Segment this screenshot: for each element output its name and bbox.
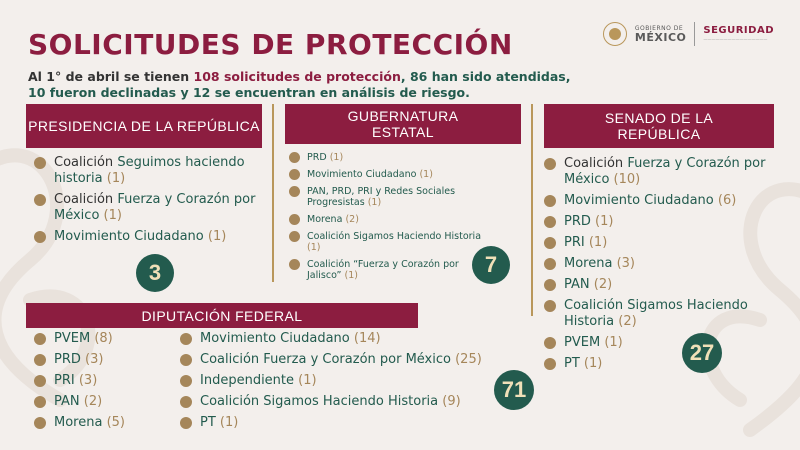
logo-seguridad-line: ———————————————— <box>703 37 768 42</box>
bullet-icon <box>180 354 192 366</box>
bullet-icon <box>544 216 556 228</box>
bullet-icon <box>34 231 46 243</box>
bullet-icon <box>544 258 556 270</box>
item-count: (25) <box>455 352 482 367</box>
item-count: (1) <box>106 171 126 186</box>
page-title: SOLICITUDES DE PROTECCIÓN <box>28 28 513 61</box>
gobierno-de-mexico-logo <box>635 26 686 43</box>
bullet-icon <box>34 333 46 345</box>
item-count: (5) <box>106 415 125 430</box>
senado-list <box>540 156 790 377</box>
item-prefix: Coalición <box>54 155 118 170</box>
bullet-icon <box>544 195 556 207</box>
intro-part-1: Al 1° de abril se tienen <box>28 69 194 84</box>
list-item <box>540 214 790 230</box>
list-item <box>285 231 485 253</box>
bullet-icon <box>34 396 46 408</box>
item-prefix: Coalición <box>564 156 628 171</box>
item-name: PAN <box>54 394 80 409</box>
presidencia-heading: PRESIDENCIA DE LA REPÚBLICA <box>26 104 262 148</box>
item-name: Independiente <box>200 373 295 388</box>
logo-gob-big: MÉXICO <box>634 30 687 44</box>
item-name: PVEM <box>564 335 601 350</box>
item-count: (1) <box>344 270 358 281</box>
list-item <box>285 152 485 163</box>
bullet-icon <box>180 375 192 387</box>
item-count: (6) <box>717 193 737 208</box>
presidencia-total-badge: 3 <box>136 254 174 292</box>
list-item <box>285 214 485 225</box>
list-item <box>176 331 496 347</box>
bullet-icon <box>544 158 556 170</box>
list-item <box>30 192 270 224</box>
item-count: (1) <box>329 152 344 163</box>
divider-line-1 <box>272 104 274 282</box>
list-item <box>540 356 790 372</box>
gubernatura-list <box>285 152 485 287</box>
bullet-icon <box>544 279 556 291</box>
bullet-icon <box>34 354 46 366</box>
list-item <box>30 155 270 187</box>
item-name: Movimiento Ciudadano <box>200 331 350 346</box>
item-name: Coalición Sigamos Haciendo Historia <box>564 298 748 329</box>
item-name: PVEM <box>54 331 91 346</box>
list-item <box>30 394 175 410</box>
item-name: Fuerza y Corazón por México <box>564 156 766 187</box>
list-item <box>540 298 790 330</box>
item-count: (2) <box>593 277 613 292</box>
item-count: (1) <box>583 356 603 371</box>
item-count: (1) <box>307 242 321 253</box>
diputacion-total-badge: 71 <box>494 370 534 410</box>
item-name: PAN <box>564 277 590 292</box>
presidencia-list <box>30 155 270 250</box>
senado-total-badge: 27 <box>682 333 722 373</box>
list-item <box>176 352 496 368</box>
item-name: Coalición Fuerza y Corazón por México <box>200 352 451 367</box>
seguridad-logo <box>703 26 774 42</box>
item-count: (9) <box>442 394 461 409</box>
item-count: (10) <box>613 172 641 187</box>
bullet-icon <box>544 300 556 312</box>
list-item <box>30 415 175 431</box>
list-item <box>540 156 790 188</box>
item-name: Morena <box>307 214 343 225</box>
item-name: Coalición “Fuerza y Corazón por Jalisco” <box>307 259 459 281</box>
item-name: PT <box>200 415 216 430</box>
item-name: Morena <box>564 256 613 271</box>
logo-divider <box>694 22 695 46</box>
item-count: (2) <box>83 394 103 409</box>
bullet-icon <box>34 417 46 429</box>
diputacion-list-col2 <box>176 331 496 436</box>
list-item <box>176 373 496 389</box>
diputacion-list-col1 <box>30 331 175 436</box>
item-count: (2) <box>618 314 637 329</box>
item-name: Morena <box>54 415 103 430</box>
diputacion-heading: DIPUTACIÓN FEDERAL <box>26 303 418 328</box>
list-item <box>30 229 270 245</box>
bullet-icon <box>544 337 556 349</box>
item-name: Coalición Sigamos Haciendo Historia <box>200 394 439 409</box>
item-count: (1) <box>207 229 227 244</box>
item-count: (1) <box>298 373 317 388</box>
item-name: PRI <box>54 373 75 388</box>
item-name: Movimiento Ciudadano <box>307 169 417 180</box>
bullet-icon <box>34 194 46 206</box>
item-count: (1) <box>367 197 382 208</box>
header-logos <box>603 22 774 46</box>
bullet-icon <box>289 152 300 163</box>
list-item <box>285 186 485 208</box>
intro-highlight: 108 solicitudes de protección <box>193 69 401 84</box>
item-count: (1) <box>219 415 239 430</box>
bullet-icon <box>180 417 192 429</box>
logo-gob-small: GOBIERNO DE <box>634 24 684 32</box>
list-item <box>540 256 790 272</box>
item-name: Coalición Sigamos Haciendo Historia <box>307 231 482 242</box>
intro-part-3: , 86 han sido atendidas, 10 fueron declinadas y 12 se encuentran en análisis de riesgo. <box>28 69 571 100</box>
divider-line-2 <box>531 104 533 316</box>
bullet-icon <box>289 231 300 242</box>
bullet-icon <box>34 375 46 387</box>
logo-seguridad: SEGURIDAD <box>703 25 774 36</box>
item-name: PRD <box>54 352 81 367</box>
item-name: Seguimos haciendo historia <box>54 155 245 186</box>
item-count: (2) <box>345 214 359 225</box>
item-name: PAN, PRD, PRI y Redes Sociales Progresistas <box>307 186 456 208</box>
item-count: (1) <box>604 335 623 350</box>
list-item <box>285 259 485 281</box>
item-count: (3) <box>78 373 98 388</box>
item-name: PRD <box>564 214 591 229</box>
item-prefix: Coalición <box>54 192 118 207</box>
bullet-icon <box>34 157 46 169</box>
item-count: (1) <box>419 169 433 180</box>
list-item <box>540 277 790 293</box>
bullet-icon <box>544 237 556 249</box>
list-item <box>30 373 175 389</box>
item-name: PRI <box>564 235 585 250</box>
item-count: (3) <box>616 256 635 271</box>
mexico-seal-icon <box>603 22 627 46</box>
bullet-icon <box>289 186 300 197</box>
item-name: Movimiento Ciudadano <box>54 229 204 244</box>
gubernatura-heading: GUBERNATURA ESTATAL <box>285 104 521 144</box>
item-name: PT <box>564 356 580 371</box>
gubernatura-total-badge: 7 <box>472 246 510 284</box>
item-count: (1) <box>588 235 608 250</box>
list-item <box>540 335 790 351</box>
list-item <box>176 394 496 410</box>
item-count: (1) <box>103 208 122 223</box>
bullet-icon <box>289 259 300 270</box>
bullet-icon <box>289 169 300 180</box>
item-name: Fuerza y Corazón por México <box>54 192 256 223</box>
bullet-icon <box>180 333 192 345</box>
senado-heading: SENADO DE LA REPÚBLICA <box>544 104 774 148</box>
list-item <box>540 193 790 209</box>
item-name: PRD <box>307 152 327 163</box>
list-item <box>176 415 496 431</box>
list-item <box>285 169 485 180</box>
item-count: (14) <box>353 331 381 346</box>
list-item <box>540 235 790 251</box>
item-count: (3) <box>85 352 104 367</box>
list-item <box>30 352 175 368</box>
bullet-icon <box>289 214 300 225</box>
item-count: (1) <box>595 214 614 229</box>
item-count: (8) <box>94 331 113 346</box>
list-item <box>30 331 175 347</box>
item-name: Movimiento Ciudadano <box>564 193 714 208</box>
bullet-icon <box>544 358 556 370</box>
bullet-icon <box>180 396 192 408</box>
intro-text <box>28 69 588 101</box>
